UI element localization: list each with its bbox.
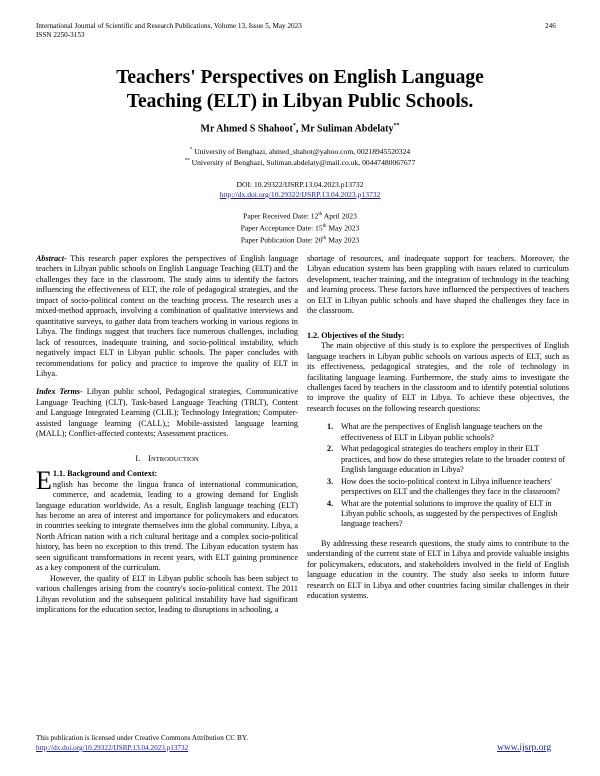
author-2: Mr Suliman Abdelaty [300, 123, 394, 135]
affiliation-1-text: University of Benghazi, ahmed_shahot@yahoo.com, 00218945520324 [194, 147, 411, 156]
subsection-1-1-heading: 1.1. Background and Context: [52, 469, 158, 479]
objectives-paragraph: The main objective of this study is to explore the perspectives of English language teachers in Libyan public schools on various aspects of ELT, such as its effectiveness, pedagogical strategies, and the role of technology in facilitating language learning. Furthermore, the study aims to investigate the challenges faced by teachers in the classroom and to identify potential solutions to improve the quality of ELT in Libya. To achieve these objectives, the research focuses on the following research questions: [307, 341, 569, 413]
background-paragraph [36, 466, 298, 574]
author-line: Mr Ahmed S Shahoot*, Mr Suliman Abdelaty** [200, 123, 400, 135]
publication-date: Paper Publication Date: 20th May 2023 [240, 235, 360, 245]
section-heading-introduction: I. INTRODUCTION [135, 453, 199, 463]
license-text: This publication is licensed under Creative Commons Attribution CC BY. [36, 734, 248, 742]
affiliation-2-mark: ** [184, 158, 190, 164]
background-text: nglish has become the lingua franca of international communication, commerce, and academia, leading to a growing demand for English language education worldwide. As a result, English language teaching (ELT) has become an area of interest and importance for policymakers and educators in countries seeking to integrate themselves into the global community. Libya, a North African nation with a rich cultural heritage and a complex socio-political history, has been no exception to this trend. The Libyan education system has seen significant transformations in recent years, with ELT gaining prominence as a key component of the curriculum. [36, 479, 298, 573]
right-column [307, 254, 569, 602]
running-header [36, 22, 302, 40]
author-2-mark: ** [393, 123, 400, 129]
doi-link-wrap [0, 190, 600, 199]
abstract-label: Abstract [36, 254, 64, 263]
abstract-text: - This research paper explores the perspectives of English language teachers in Libyan public schools on English Language Teaching (ELT) and the challenges they face in the classroom. The study aims to identify the factors influencing the effectiveness of ELT, the role of pedagogical strategies, and the impact of socio-political context on the teaching process. The research uses a mixed-method approach, involving a combination of qualitative interviews and quantitative surveys, to gather data from teachers working in various regions in Libya. The findings suggest that teachers face numerous challenges, including lack of resources, inadequate training, and socio-political instability, which negatively impact ELT in Libyan public schools. The paper concludes with recommendations for policy and practice to improve the quality of ELT in Libya. [36, 254, 298, 378]
index-terms-label: Index Terms [36, 387, 80, 397]
doi-text: DOI: 10.29322/IJSRP.13.04.2023.p13732 [236, 180, 364, 189]
affiliation-1-mark: * [189, 147, 193, 153]
affiliation-2-text: University of Benghazi, Suliman.abdelaty@mail.co.uk, 00447480067677 [191, 158, 416, 167]
list-item: 3. How does the socio-political context in Libya influence teachers' perspectives on ELT and the challenges they face in the classroom? [327, 476, 560, 497]
affiliation-1 [0, 147, 600, 156]
index-terms-text: - Libyan public school, Pedagogical strategies, Communicative Language Teaching (CLT), Task-based Language Teaching (TBLT), Content and Language Integrated Learning (CLIL); Technology Integration; Computer-assisted language learning (CALL),; Mobile-assisted language learning (MALL); Conflict-affected contexts; Assessment practices. [36, 387, 298, 439]
background-paragraph-2: However, the quality of ELT in Libyan public schools has been subject to various challenges arising from the country's socio-political context. The 2011 Libyan revolution and the subsequent political instability have had significant implications for the education sector, leading to disruptions in schooling, a [36, 573, 298, 615]
closing-paragraph: By addressing these research questions, the study aims to contribute to the understanding of the current state of ELT in Libya and provide valuable insights for policymakers, educators, and stakeholders involved in the field of English language education in the country. The study also seeks to inform future research on ELT in Libya and other countries facing similar challenges in their education systems. [307, 538, 569, 601]
paper-dates [0, 210, 600, 246]
received-date: Paper Received Date: 12th April 2023 [243, 211, 357, 221]
affiliation-2 [0, 158, 600, 167]
left-column [36, 254, 298, 616]
subsection-1-2-heading: 1.2. Objectives of the Study: [307, 330, 405, 340]
abstract [36, 254, 298, 379]
issn: ISSN 2250-3153 [36, 31, 85, 39]
research-questions [307, 422, 569, 530]
list-item: 4. What are the potential solutions to improve the quality of ELT in Libyan public schools, as suggested by the perspectives of English language teachers? [327, 498, 558, 529]
context-paragraph: shortage of resources, and inadequate support for teachers. Moreover, the Libyan education system has been grappling with issues related to curriculum development, teacher training, and the integration of technology in the teaching and learning process. These factors have influenced the perspectives of teachers on ELT in Libyan public schools and have shaped the challenges they face in the classroom. [307, 254, 569, 316]
author-1-mark: * [292, 123, 296, 129]
title-line-2: Teaching (ELT) in Libyan Public Schools. [126, 91, 474, 112]
journal-website-link[interactable]: www.ijsrp.org [497, 743, 552, 753]
footer-doi-link[interactable]: http://dx.doi.org/10.29322/IJSRP.13.04.2023.p13732 [36, 744, 189, 752]
list-item: 1. What are the perspectives of English language teachers on the effectiveness of ELT in Libyan public schools? [327, 422, 543, 442]
list-item: 2. What pedagogical strategies do teachers employ in their ELT practices, and how do these strategies relate to the broader context of English language education in Libya? [327, 444, 566, 475]
title-line-1: Teachers' Perspectives on English Language [116, 67, 484, 88]
page-number: 246 [545, 22, 556, 30]
drop-cap: E [36, 466, 52, 496]
author-1: Mr Ahmed S Shahoot [200, 123, 293, 135]
footer-license [36, 733, 248, 753]
journal-name: International Journal of Scientific and Research Publications, Volume 13, Issue 5, May 2023 [36, 22, 302, 30]
paper-title [0, 66, 600, 114]
acceptance-date: Paper Acceptance Date: 15th May 2023 [240, 223, 360, 233]
doi-link[interactable]: http://dx.doi.org/10.29322/IJSRP.13.04.2023.p13732 [219, 190, 381, 199]
index-terms [36, 387, 298, 439]
